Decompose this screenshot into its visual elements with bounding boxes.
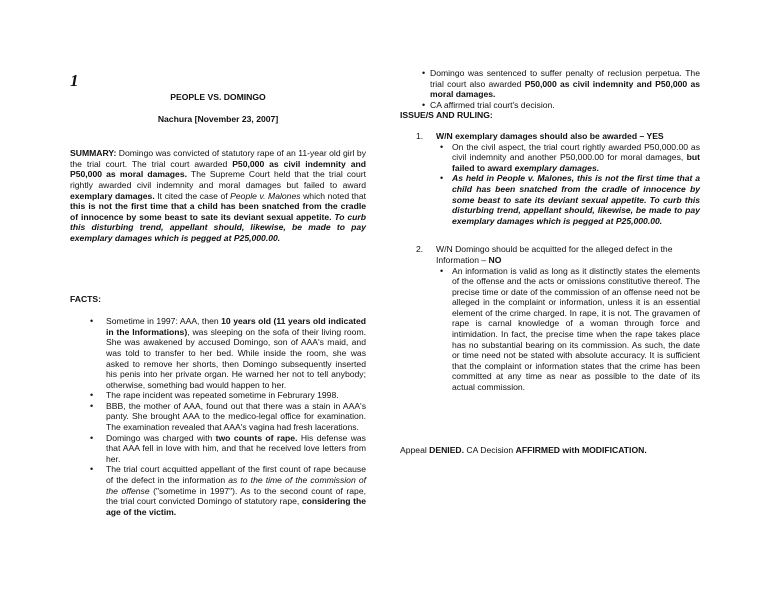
- issue-2: [400, 244, 700, 392]
- sentence-list: [400, 68, 700, 110]
- facts-heading: FACTS:: [70, 293, 102, 304]
- issue-2-list: [436, 266, 700, 393]
- right-column: [400, 68, 700, 455]
- list-item: • On the civil aspect, the trial court rightly awarded P50,000.00 as civil indemnity and another P50,000.00 for moral damages, but failed to award exemplary damages.: [440, 141, 700, 173]
- list-item: • The trial court acquitted appellant of the first count of rape because of the defect in the information as to the time of the commission of the offense ("sometime in 1997"). As to the second count of rape, the trial court convicted Domingo of statutory rape, considering the age of the victim.: [90, 464, 366, 517]
- list-item: • Domingo was sentenced to suffer penalty of reclusion perpetua. The trial court also awarded P50,000 as civil indemnity and P50,000 as moral damages.: [422, 68, 701, 100]
- facts-list: [70, 316, 366, 517]
- bullet-icon: •: [440, 141, 444, 152]
- summary-label: SUMMARY:: [70, 148, 117, 159]
- issue-number: 1.: [416, 130, 424, 141]
- bullet-icon: •: [422, 68, 426, 78]
- list-item: • The rape incident was repeated sometime in Februrary 1998.: [90, 390, 339, 401]
- bullet-icon: •: [90, 390, 94, 401]
- bullet-icon: •: [90, 316, 94, 327]
- left-column: [70, 72, 366, 517]
- summary-paragraph: SUMMARY: Domingo was convicted of statutory rape of an 11-year old girl by the trial court. The trial court awarded P50,000 as civil indemnity and P50,000 as moral damages. The Supreme Court held that the trial court rightly awarded civil indemnity and moral damages but failed to award exemplary damages. It cited the case of People v. Malones which noted that this is not the first time that a child has been snatched from the cradle of innocence by some beast to sate its deviant sexual appetite. To curb this disturbing trend, appellant should, likewise, be made to pay exemplary damages which is pegged at P25,000.00.: [70, 148, 366, 243]
- bullet-icon: •: [440, 173, 444, 184]
- page-number: 1: [70, 71, 79, 90]
- issue-1-list: [436, 142, 700, 227]
- bullet-icon: •: [90, 464, 94, 475]
- disposition: Appeal DENIED. CA Decision AFFIRMED with MODIFICATION.: [400, 444, 647, 455]
- list-item: • Domingo was charged with two counts of rape. His defense was that AAA fell in love with him, and that he received love letters from her.: [90, 432, 366, 464]
- list-item: • As held in People v. Malones, this is not the first time that a child has been snatched from the cradle of innocence by some beast to sate its deviant sexual appetite. To curb this disturbing trend, appellant should, likewise, be made to pay exemplary damages which is pegged at P25,000.00.: [440, 173, 700, 226]
- ponente-date: Nachura [November 23, 2007]: [157, 113, 279, 124]
- case-title: PEOPLE VS. DOMINGO: [170, 92, 266, 102]
- bullet-icon: •: [440, 265, 444, 276]
- list-item: • Sometime in 1997: AAA, then 10 years old (11 years old indicated in the Informations), was sleeping on the sofa of their living room. She was awakened by accused Domingo, son of AAA's maid, and was told to transfer to her bed. While inside the room, she was asked to remove her shorts, then Domingo subsequently inserted his penis into her private organ. He warned her not to tell anybody; otherwise, something bad would happen to her.: [90, 316, 366, 390]
- bullet-icon: •: [90, 400, 94, 411]
- bullet-icon: •: [90, 432, 94, 443]
- issue-title: W/N Domingo should be acquitted for the alleged defect in the Information – NO: [436, 244, 673, 265]
- list-item: • An information is valid as long as it distinctly states the elements of the offense and the acts or omissions constitutive thereof. The precise time or date of the commission of an offense need not be alleged in the complaint or information, unless it is an essential element of the crime charged. In rape, it is not. The gravamen of rape is carnal knowledge of a woman through force and intimidation. In fact, the precise time when the rape takes place has no substantial bearing on its commission. As such, the date or time need not be stated with absolute accuracy. It is sufficient that the complaint or information states that the crime has been committed at any time as near as possible to the date of its actual commission.: [440, 265, 700, 393]
- issue-1: [400, 131, 700, 226]
- bullet-icon: •: [422, 99, 426, 110]
- list-item: • BBB, the mother of AAA, found out that there was a stain in AAA's panty. She brought AAA to the medico-legal office for examination. The examination revealed that AAA's vagina had fresh lacerations.: [90, 400, 366, 433]
- list-item: • CA affirmed trial court's decision.: [422, 99, 555, 110]
- issues-heading: ISSUE/S AND RULING:: [400, 110, 493, 121]
- issue-number: 2.: [416, 244, 424, 255]
- issue-title: W/N exemplary damages should also be awarded – YES: [436, 130, 664, 141]
